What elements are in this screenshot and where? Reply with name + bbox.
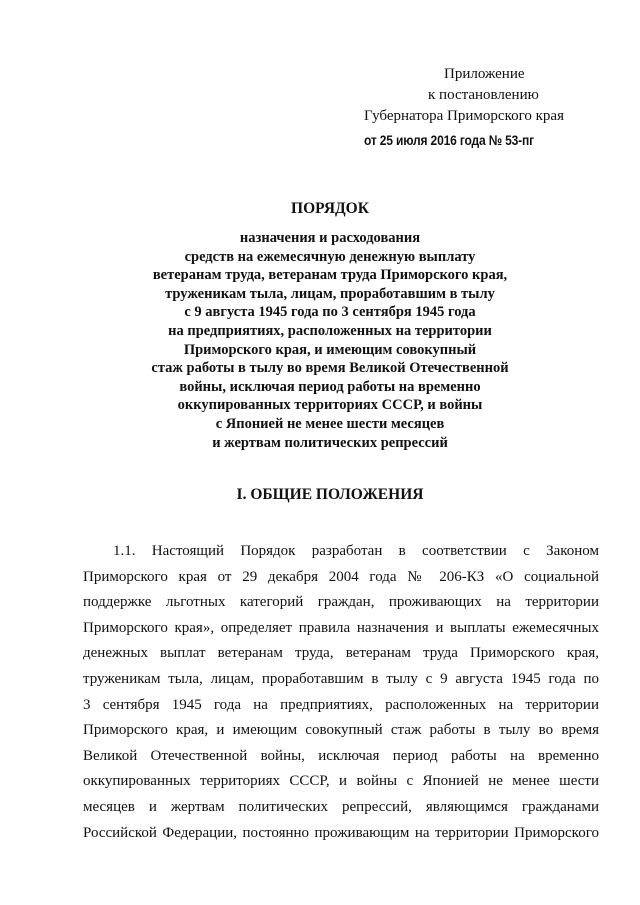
- appendix-header: [364, 64, 614, 151]
- title-line: Приморского края, и имеющим совокупный: [183, 341, 477, 358]
- title-line: войны, исключая период работы на временно: [179, 378, 481, 395]
- paragraph-line: месяцев и жертвам политических репрессий, являющимся гражданами: [83, 798, 599, 815]
- title-line: ветеранам труда, ветеранам труда Приморского края,: [152, 267, 508, 284]
- body-paragraph: [83, 539, 599, 846]
- appendix-label: Приложение: [444, 66, 525, 82]
- appendix-date-number: от 25 июля 2016 года № 53-пг: [364, 132, 534, 148]
- paragraph-line: оккупированных территориях СССР, и войны с Японией не менее шести: [83, 773, 599, 790]
- appendix-issuer: Губернатора Приморского края: [364, 108, 564, 124]
- document-title-block: [60, 199, 600, 452]
- title-line: на предприятиях, расположенных на территории: [168, 322, 492, 339]
- appendix-reference: к постановлению: [428, 87, 539, 103]
- paragraph-line: денежных выплат ветеранам труда, ветеранам труда Приморского края,: [83, 645, 599, 662]
- title-line: труженикам тыла, лицам, проработавшим в тылу: [165, 285, 495, 302]
- paragraph-line: 1.1. Настоящий Порядок разработан в соответствии с Законом: [113, 543, 599, 559]
- title-line: с Японией не менее шести месяцев: [215, 415, 445, 432]
- section-heading: I. ОБЩИЕ ПОЛОЖЕНИЯ: [236, 486, 424, 503]
- title-line: стаж работы в тылу во время Великой Отечественной: [151, 360, 509, 377]
- paragraph-line: Приморского края от 29 декабря 2004 года № 206-КЗ «О социальной: [83, 568, 599, 585]
- title-line: оккупированных территориях СССР, и войны: [177, 397, 483, 414]
- paragraph-line: Российской Федерации, постоянно проживающим на территории Приморского: [83, 824, 599, 841]
- document-title: ПОРЯДОК: [291, 200, 369, 217]
- paragraph-line: 3 сентября 1945 года на предприятиях, расположенных на территории: [83, 696, 599, 713]
- title-line: и жертвам политических репрессий: [212, 434, 448, 451]
- paragraph-line: Великой Отечественной войны, исключая период работы на временно: [83, 747, 599, 764]
- paragraph-line: Приморского края, и имеющим совокупный стаж работы в тылу во время: [83, 722, 599, 739]
- title-line: с 9 августа 1945 года по 3 сентября 1945 года: [184, 304, 476, 321]
- paragraph-line: поддержке льготных категорий граждан, проживающих на территории: [83, 594, 599, 611]
- title-line: средств на ежемесячную денежную выплату: [184, 248, 476, 265]
- title-line: назначения и расходования: [239, 230, 421, 246]
- paragraph-line: труженикам тыла, лицам, проработавшим в тылу с 9 августа 1945 года по: [83, 670, 599, 687]
- paragraph-line: Приморского края», определяет правила назначения и выплаты ежемесячных: [83, 619, 599, 636]
